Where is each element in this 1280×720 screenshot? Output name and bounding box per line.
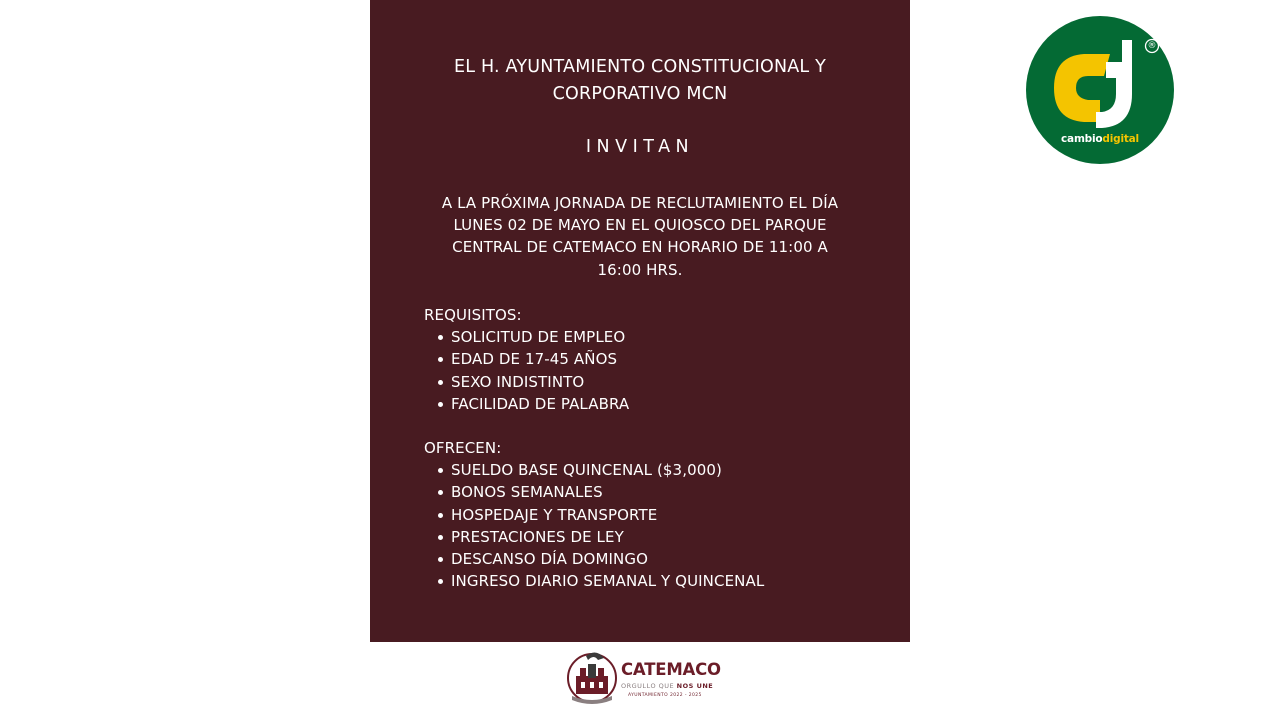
catemaco-name: CATEMACO — [621, 660, 721, 679]
list-item: DESCANSO DÍA DOMINGO — [451, 548, 904, 570]
description-line: CENTRAL DE CATEMACO EN HORARIO DE 11:00 A — [452, 238, 828, 257]
list-item: FACILIDAD DE PALABRA — [451, 393, 904, 415]
recruitment-flyer — [370, 0, 910, 642]
requirements-title: REQUISITOS: — [424, 306, 522, 324]
cambio-digital-wordmark — [1026, 133, 1174, 145]
offers-section — [424, 437, 904, 592]
catemaco-emblem-icon — [566, 646, 620, 708]
flyer-heading — [370, 54, 910, 108]
catemaco-logo — [566, 646, 721, 708]
list-item: HOSPEDAJE Y TRANSPORTE — [451, 504, 904, 526]
registered-mark: ® — [1147, 41, 1157, 51]
wordmark-part: digital — [1102, 133, 1139, 145]
invite-label: INVITAN — [585, 137, 695, 157]
offers-title: OFRECEN: — [424, 439, 502, 457]
catemaco-period: AYUNTAMIENTO 2022 - 2025 — [628, 693, 702, 698]
list-item: INGRESO DIARIO SEMANAL Y QUINCENAL — [451, 570, 904, 592]
list-item: EDAD DE 17-45 AÑOS — [451, 348, 904, 370]
catemaco-slogan — [621, 682, 713, 690]
list-item: BONOS SEMANALES — [451, 481, 904, 503]
slogan-part: ORGULLO QUE — [621, 682, 677, 690]
heading-line: EL H. AYUNTAMIENTO CONSTITUCIONAL Y — [453, 57, 827, 77]
description-line: LUNES 02 DE MAYO EN EL QUIOSCO DEL PARQUE — [453, 216, 827, 235]
requirements-list — [424, 326, 904, 415]
cambio-digital-logo — [1026, 16, 1174, 164]
wordmark-part: cambio — [1061, 133, 1103, 145]
requirements-section — [424, 304, 904, 415]
description-line: 16:00 HRS. — [597, 260, 683, 279]
event-description — [418, 192, 862, 281]
list-item: SEXO INDISTINTO — [451, 371, 904, 393]
list-item: SOLICITUD DE EMPLEO — [451, 326, 904, 348]
description-line: A LA PRÓXIMA JORNADA DE RECLUTAMIENTO EL DÍA — [441, 194, 839, 212]
list-item: SUELDO BASE QUINCENAL ($3,000) — [451, 459, 904, 481]
list-item: PRESTACIONES DE LEY — [451, 526, 904, 548]
offers-list — [424, 459, 904, 592]
heading-line: CORPORATIVO MCN — [552, 84, 728, 104]
slogan-part: NOS UNE — [676, 682, 714, 690]
